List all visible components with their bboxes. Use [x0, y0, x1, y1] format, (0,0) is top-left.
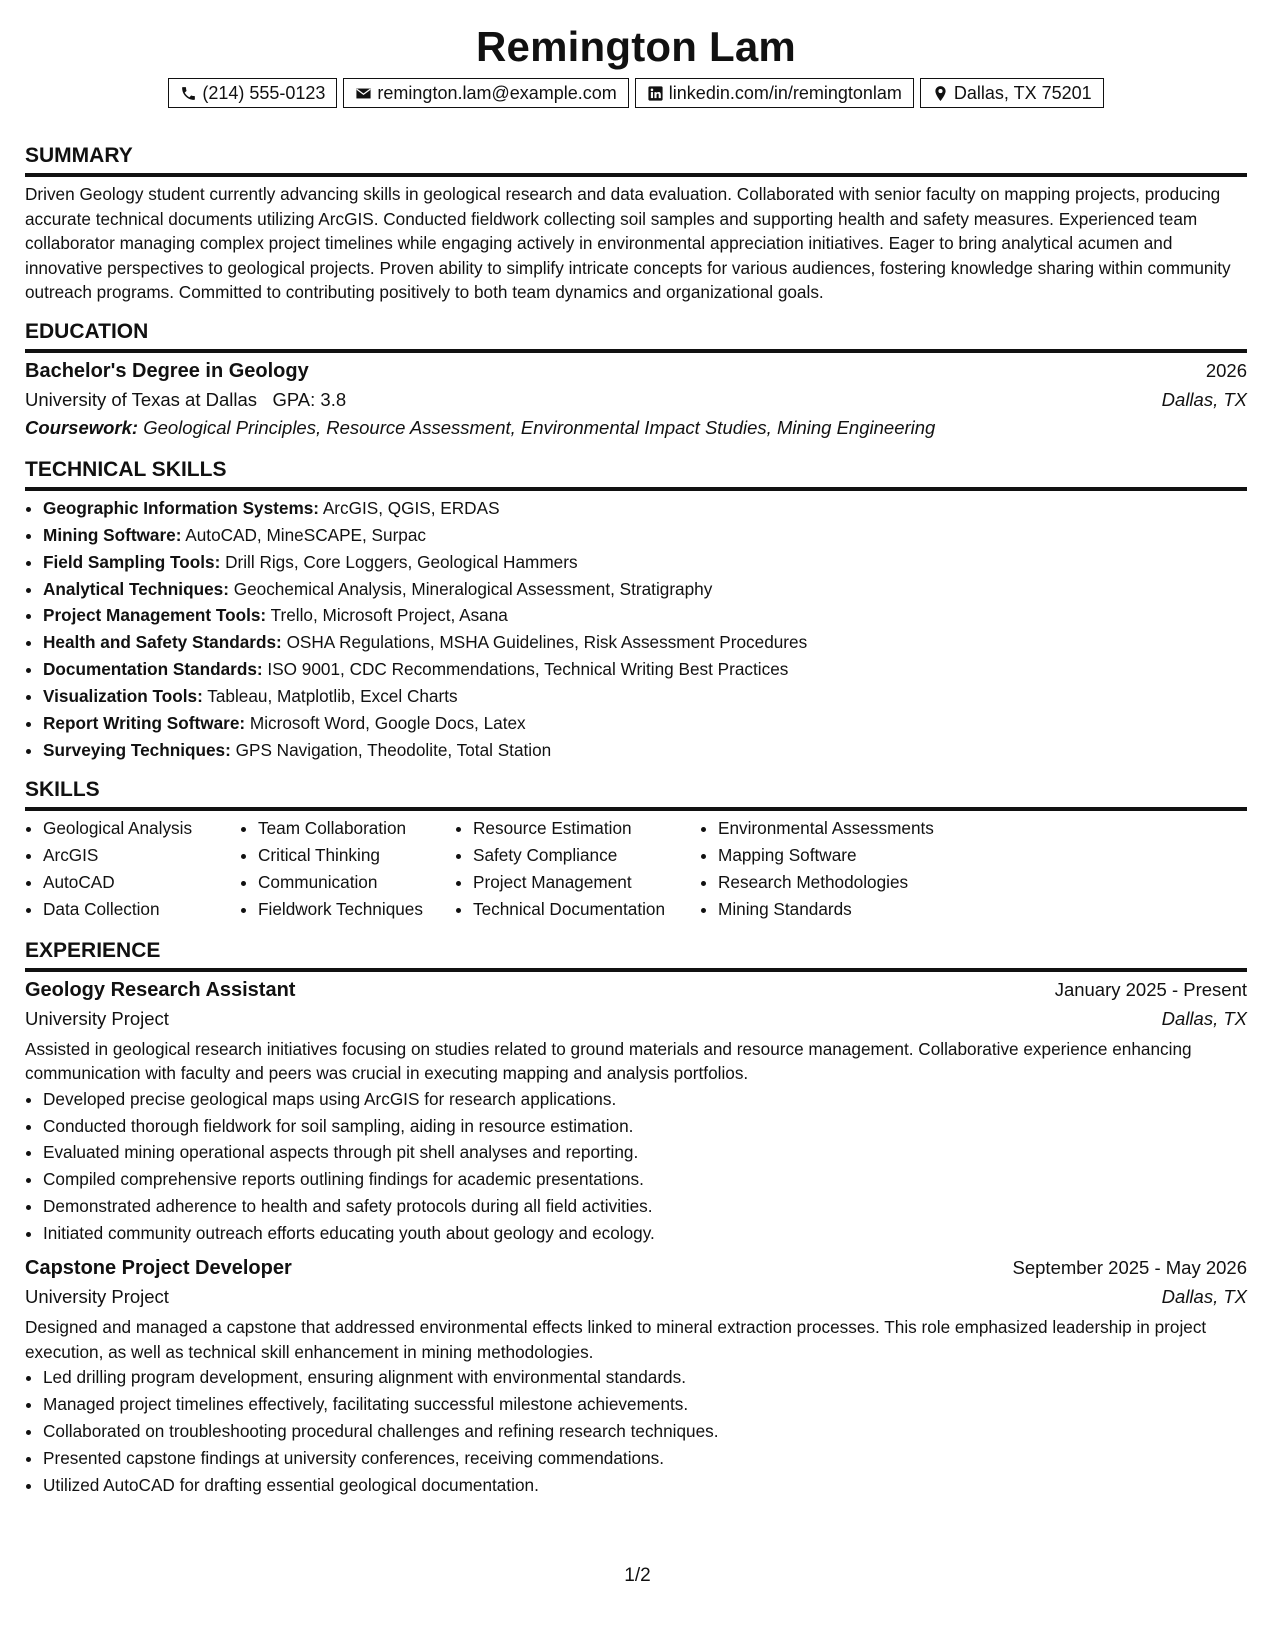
skill-label: Geographic Information Systems:: [43, 497, 320, 518]
job-bullets: [25, 1086, 1247, 1247]
skills-heading: SKILLS: [25, 778, 1247, 811]
gpa: GPA: 3.8: [272, 388, 347, 410]
skill-label: Analytical Techniques:: [43, 578, 229, 599]
job-title: Capstone Project Developer: [25, 1257, 292, 1280]
list-item: • Mapping Software: [718, 842, 998, 869]
job-organization: University Project: [25, 1286, 169, 1308]
skills-column-3: [455, 815, 700, 923]
contact-email[interactable]: [343, 78, 628, 108]
coursework-list: Geological Principles, Resource Assessment, Environmental Impact Studies, Mining Engineering: [143, 416, 936, 438]
skill-label: Report Writing Software:: [43, 713, 246, 734]
education-heading: EDUCATION: [25, 320, 1247, 353]
list-item: [43, 656, 1247, 683]
skill-value: OSHA Regulations, MSHA Guidelines, Risk Assessment Procedures: [286, 632, 808, 653]
job-description: Assisted in geological research initiatives focusing on studies related to ground materials and resource management. Collaborative experience enhancing communication with faculty and peers was crucial in executing mapping and analysis portfolios.: [25, 1038, 1192, 1084]
skill-value: AutoCAD, MineSCAPE, Surpac: [185, 524, 427, 545]
candidate-name: Remington Lam: [476, 23, 796, 70]
list-item: • Communication: [258, 869, 455, 896]
job-organization: University Project: [25, 1007, 169, 1029]
coursework: [25, 417, 1247, 439]
list-item: [43, 522, 1247, 549]
school-name: University of Texas at Dallas: [25, 388, 258, 410]
list-item: • Collaborated on troubleshooting procedural challenges and refining research techniques.: [43, 1418, 1247, 1445]
skill-label: Visualization Tools:: [43, 686, 203, 707]
education-section: [25, 320, 1247, 439]
technical-skills-section: [25, 458, 1247, 764]
phone-icon: [180, 85, 197, 102]
skills-column-1: [25, 815, 240, 923]
page-number: 1/2: [624, 1565, 651, 1586]
skills-grid: [25, 815, 1247, 923]
contact-linkedin[interactable]: [635, 78, 914, 108]
skill-value: Trello, Microsoft Project, Asana: [270, 605, 508, 626]
skill-value: ISO 9001, CDC Recommendations, Technical Writing Best Practices: [267, 659, 789, 680]
list-item: [43, 710, 1247, 737]
skill-label: Field Sampling Tools:: [43, 551, 221, 572]
job-entry: [25, 979, 1247, 1247]
job-bullets: [25, 1364, 1247, 1499]
contact-linkedin-text: linkedin.com/in/remingtonlam: [668, 83, 902, 103]
list-item: [43, 576, 1247, 603]
education-header-row: [25, 360, 1247, 383]
list-item: • Environmental Assessments: [718, 815, 998, 842]
skill-value: Microsoft Word, Google Docs, Latex: [249, 713, 526, 734]
linkedin-icon: [647, 85, 664, 102]
list-item: • Mining Standards: [718, 896, 998, 923]
job-dates: January 2025 - Present: [1054, 978, 1247, 1000]
list-item: • Geological Analysis: [43, 815, 240, 842]
list-item: • Utilized AutoCAD for drafting essential geological documentation.: [43, 1472, 1247, 1499]
list-item: • Project Management: [473, 869, 700, 896]
list-item: [43, 602, 1247, 629]
list-item: • Demonstrated adherence to health and safety protocols during all field activities.: [43, 1193, 1247, 1220]
list-item: • Technical Documentation: [473, 896, 700, 923]
skill-label: Documentation Standards:: [43, 659, 263, 680]
contact-phone-text: (214) 555-0123: [202, 83, 326, 103]
job-dates: September 2025 - May 2026: [1012, 1257, 1247, 1279]
graduation-year: 2026: [1205, 359, 1247, 381]
skill-value: Drill Rigs, Core Loggers, Geological Hammers: [225, 551, 578, 572]
envelope-icon: [355, 85, 372, 102]
skill-label: Surveying Techniques:: [43, 739, 231, 760]
list-item: • ArcGIS: [43, 842, 240, 869]
list-item: • Presented capstone findings at university conferences, receiving commendations.: [43, 1445, 1247, 1472]
contact-location[interactable]: [920, 78, 1104, 108]
list-item: • Data Collection: [43, 896, 240, 923]
list-item: [43, 549, 1247, 576]
contact-bar: [25, 78, 1247, 108]
list-item: • Initiated community outreach efforts educating youth about geology and ecology.: [43, 1220, 1247, 1247]
skill-value: GPS Navigation, Theodolite, Total Station: [235, 739, 552, 760]
skill-label: Health and Safety Standards:: [43, 632, 282, 653]
list-item: • Compiled comprehensive reports outlining findings for academic presentations.: [43, 1166, 1247, 1193]
skills-column-2: [240, 815, 455, 923]
list-item: • Developed precise geological maps using ArcGIS for research applications.: [43, 1086, 1247, 1113]
skill-label: Mining Software:: [43, 524, 182, 545]
contact-phone[interactable]: [168, 78, 337, 108]
experience-section: [25, 939, 1247, 1499]
school-info: [25, 389, 346, 411]
resume-page: [25, 22, 1247, 1499]
technical-skills-list: [25, 495, 1247, 764]
coursework-label: Coursework:: [25, 416, 139, 438]
list-item: • Managed project timelines effectively, facilitating successful milestone achievements.: [43, 1391, 1247, 1418]
job-title: Geology Research Assistant: [25, 978, 296, 1001]
summary-heading: SUMMARY: [25, 144, 1247, 177]
job-location: Dallas, TX: [1161, 1286, 1247, 1308]
contact-email-text: remington.lam@example.com: [377, 83, 617, 103]
list-item: • Safety Compliance: [473, 842, 700, 869]
skill-value: Tableau, Matplotlib, Excel Charts: [207, 686, 458, 707]
education-school-row: [25, 389, 1247, 411]
list-item: • Research Methodologies: [718, 869, 998, 896]
list-item: [43, 737, 1247, 764]
job-org-row: [25, 1286, 1247, 1308]
job-location: Dallas, TX: [1161, 1007, 1247, 1029]
summary-section: [25, 144, 1247, 305]
degree-title: Bachelor's Degree in Geology: [25, 359, 309, 382]
experience-heading: EXPERIENCE: [25, 939, 1247, 972]
list-item: [43, 495, 1247, 522]
map-marker-icon: [932, 85, 949, 102]
skills-column-4: [700, 815, 998, 923]
list-item: [43, 683, 1247, 710]
skill-value: Geochemical Analysis, Mineralogical Assessment, Stratigraphy: [233, 578, 713, 599]
list-item: • Led drilling program development, ensuring alignment with environmental standards.: [43, 1364, 1247, 1391]
skill-value: ArcGIS, QGIS, ERDAS: [322, 497, 500, 518]
job-header-row: [25, 1257, 1247, 1280]
list-item: • Critical Thinking: [258, 842, 455, 869]
list-item: • Team Collaboration: [258, 815, 455, 842]
skill-label: Project Management Tools:: [43, 605, 267, 626]
list-item: • Fieldwork Techniques: [258, 896, 455, 923]
job-entry: [25, 1257, 1247, 1499]
list-item: • Resource Estimation: [473, 815, 700, 842]
job-description: Designed and managed a capstone that addressed environmental effects linked to mineral extraction processes. This role emphasized leadership in project execution, as well as technical skill enhancement in mining methodologies.: [25, 1317, 1207, 1362]
list-item: • Conducted thorough fieldwork for soil sampling, aiding in resource estimation.: [43, 1113, 1247, 1140]
skills-section: [25, 778, 1247, 923]
list-item: • Evaluated mining operational aspects through pit shell analyses and reporting.: [43, 1139, 1247, 1166]
job-header-row: [25, 979, 1247, 1002]
school-location: Dallas, TX: [1161, 388, 1247, 410]
list-item: [43, 629, 1247, 656]
job-org-row: [25, 1008, 1247, 1030]
summary-text: Driven Geology student currently advancing skills in geological research and data evaluation. Collaborated with senior faculty on mapping projects, producing accurate technical documents utilizing ArcGIS. Conducted fieldwork collecting soil samples and supporting health and safety measures. Experienced team collaborator managing complex project timelines while engaging actively in environmental appreciation initiatives. Eager to bring analytical acumen and innovative perspectives to geological projects. Proven ability to simplify intricate concepts for various audiences, fostering knowledge sharing within community outreach programs. Committed to contributing positively to both team dynamics and organizational goals.: [25, 184, 1231, 303]
list-item: • AutoCAD: [43, 869, 240, 896]
technical-skills-heading: TECHNICAL SKILLS: [25, 458, 1247, 491]
contact-location-text: Dallas, TX 75201: [953, 83, 1092, 103]
